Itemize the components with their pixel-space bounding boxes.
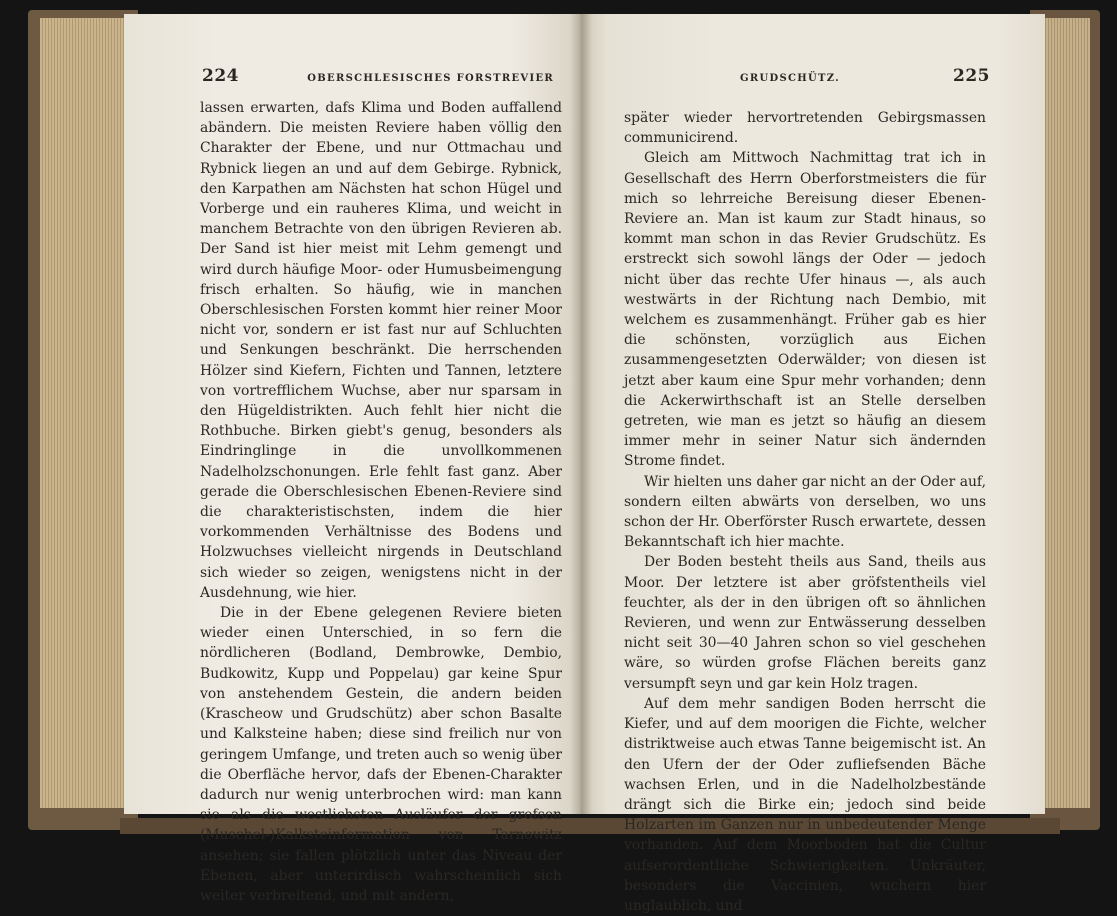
paragraph: Auf dem mehr sandigen Boden herrscht die Kiefer, und auf dem moorigen die Fichte, welcher distriktweise auch etwas Tanne beigemischt ist. An den Ufern der der Oder zufliefsenden Bäche wachsen Erlen, und in die Nadelholzbestände drängt sich die Birke ein; jedoch sind beide Holzarten im Ganzen nur in unbedeutender Menge vorhanden. Auf dem Moorboden hat die Cultur aufserordentliche Schwierigkeiten. Unkräuter, besonders die Vaccinien, wuchern hier unglaublich, und — [624, 695, 986, 914]
right-page-header — [740, 66, 990, 90]
page-edges-right — [1040, 18, 1090, 808]
book-gutter — [570, 14, 592, 814]
running-title: OBERSCHLESISCHES FORSTREVIER — [307, 73, 554, 84]
page-number: 225 — [953, 66, 990, 86]
left-page — [124, 14, 580, 904]
page-edges-left — [40, 18, 130, 808]
left-page-header — [202, 66, 554, 90]
paragraph: Der Boden besteht theils aus Sand, theils aus Moor. Der letztere ist aber gröfstentheils viel feuchter, als der in den übrigen oft so ähnlichen Revieren, und wenn zur Entwässerung desselben nicht seit 30—40 Jahren schon so viel geschehen wäre, so würden grofse Flächen bereits ganz versumpft seyn und gar kein Holz tragen. — [624, 554, 986, 692]
paragraph: Gleich am Mittwoch Nachmittag trat ich in Gesellschaft des Herrn Oberforstmeisters die für mich so lehrreiche Bereisung dieser Ebenen-Reviere an. Man ist kaum zur Stadt hinaus, so kommt man schon in das Revier Grudschütz. Es erstreckt sich sowohl längs der Oder — jedoch nicht über das rechte Ufer hinaus —, als auch westwärts in der Richtung nach Dembio, mit welchem es zusammenhängt. Früher gab es hier die schönsten, vorzüglich aus Eichen zusammengesetzten Oderwälder; von diesen ist jetzt aber kaum eine Spur mehr vorhanden; denn die Ackerwirthschaft ist an Stelle derselben getreten, wie man es jetzt so häufig an diesem immer mehr in seiner Natur sich ändernden Strome findet. — [624, 150, 986, 470]
paragraph: später wieder hervortretenden Gebirgsmassen communicirend. — [624, 110, 986, 147]
paragraph: Wir hielten uns daher gar nicht an der Oder auf, sondern eilten abwärts von derselben, wo uns schon der Hr. Oberförster Rusch erwartete, dessen Bekanntschaft ich hier machte. — [624, 473, 986, 551]
paragraph: lassen erwarten, dafs Klima und Boden auffallend abändern. Die meisten Reviere haben völlig den Charakter der Ebene, und nur Ottmachau und Rybnick liegen an und auf dem Gebirge. Rybnick, den Karpathen am Nächsten hat schon Hügel und Vorberge und ein rauheres Klima, und weicht in manchem Betrachte von den übrigen Revieren ab. Der Sand ist hier meist mit Lehm gemengt und wird durch häufige Moor- oder Humusbeimengung frisch erhalten. So häufig, wie in manchen Oberschlesischen Forsten kommt hier reiner Moor nicht vor, sondern er ist fast nur auf Schluchten und Senkungen beschränkt. Die herrschenden Hölzer sind Kiefern, Fichten und Tannen, letztere von vortrefflichem Wuchse, aber nur sparsam in den Hügeldistrikten. Auch fehlt hier nicht die Rothbuche. Birken giebt's genug, besonders als Eindringlinge in die unvollkommenen Nadelholzschonungen. Erle fehlt fast ganz. Aber gerade die Oberschlesischen Ebenen-Reviere sind die charakteristischsten, indem die hier vorkommenden Verhältnisse des Bodens und Holzwuchses vielleicht nirgends in Deutschland sich wieder so zeigen, wenigstens nicht in der Ausdehnung, wie hier. — [200, 100, 562, 601]
running-title: GRUDSCHÜTZ. — [740, 73, 840, 84]
right-page-body — [624, 108, 986, 916]
right-page — [580, 14, 1045, 914]
left-page-body — [200, 98, 562, 906]
paragraph: Die in der Ebene gelegenen Reviere bieten wieder einen Unterschied, in so fern die nördlicheren (Bodland, Dembrowke, Dembio, Budkowitz, Kupp und Poppelau) gar keine Spur von anstehendem Gestein, die andern beiden (Krascheow und Grudschütz) aber schon Basalte und Kalksteine haben; diese sind freilich nur von geringem Umfange, und treten auch so wenig über die Oberfläche hervor, dafs der Ebenen-Charakter dadurch nur wenig unterbrochen wird: man kann sie als die westlichsten Ausläufer der grofsen (Muschel-)Kalksteinformation von Tarnowitz ansehen; sie fallen plötzlich unter das Niveau der Ebenen, aber unterirdisch wahrscheinlich sich weiter verbreitend, und mit andern, — [200, 605, 562, 904]
page-number: 224 — [202, 66, 239, 86]
